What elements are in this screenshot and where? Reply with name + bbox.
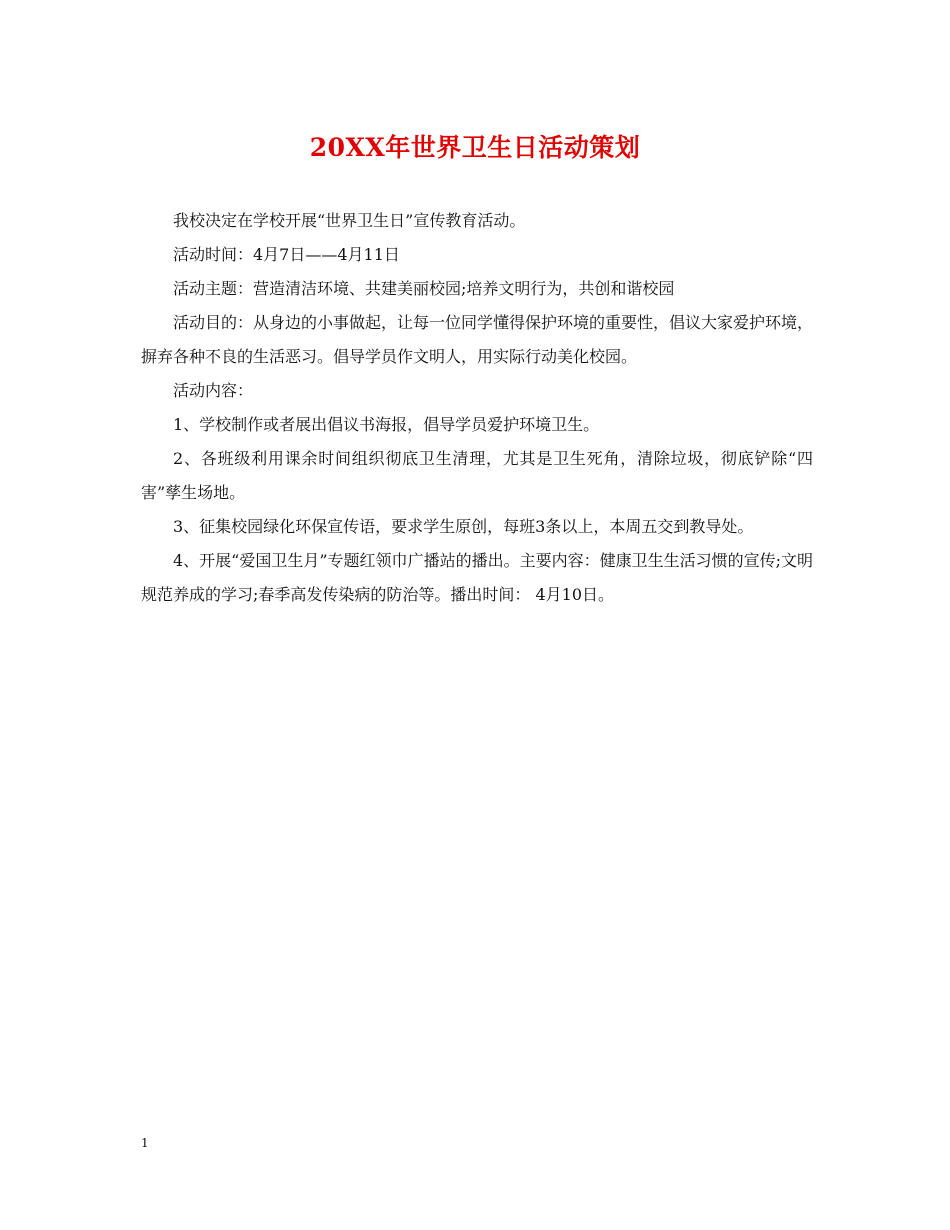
paragraph-activity-time: 活动时间：4月7日——4月11日 <box>173 245 400 264</box>
document-title: 20XX年世界卫生日活动策划 <box>309 133 641 162</box>
paragraph-activity-theme: 活动主题：营造清洁环境、共建美丽校园;培养文明行为，共创和谐校园 <box>173 279 675 298</box>
page-number: 1 <box>141 1136 149 1150</box>
paragraph-intro: 我校决定在学校开展“世界卫生日”宣传教育活动。 <box>173 211 526 230</box>
paragraph-item-1: 1、学校制作或者展出倡议书海报，倡导学员爱护环境卫生。 <box>173 415 600 434</box>
paragraph-item-3: 3、征集校园绿化环保宣传语，要求学生原创，每班3条以上，本周五交到教导处。 <box>173 517 754 536</box>
document-body <box>141 204 813 612</box>
paragraph-activity-purpose: 活动目的：从身边的小事做起，让每一位同学懂得保护环境的重要性，倡议大家爱护环境，摒弃各种不良的生活恶习。倡导学员作文明人，用实际行动美化校园。 <box>141 313 814 366</box>
paragraph-activity-content-heading: 活动内容： <box>173 381 254 400</box>
paragraph-item-4: 4、开展“爱国卫生月”专题红领巾广播站的播出。主要内容：健康卫生生活习惯的宣传;文明规范养成的学习;春季高发传染病的防治等。播出时间： 4月10日。 <box>141 551 813 604</box>
paragraph-item-2: 2、各班级利用课余时间组织彻底卫生清理，尤其是卫生死角，清除垃圾，彻底铲除“四害”孳生场地。 <box>141 449 813 502</box>
